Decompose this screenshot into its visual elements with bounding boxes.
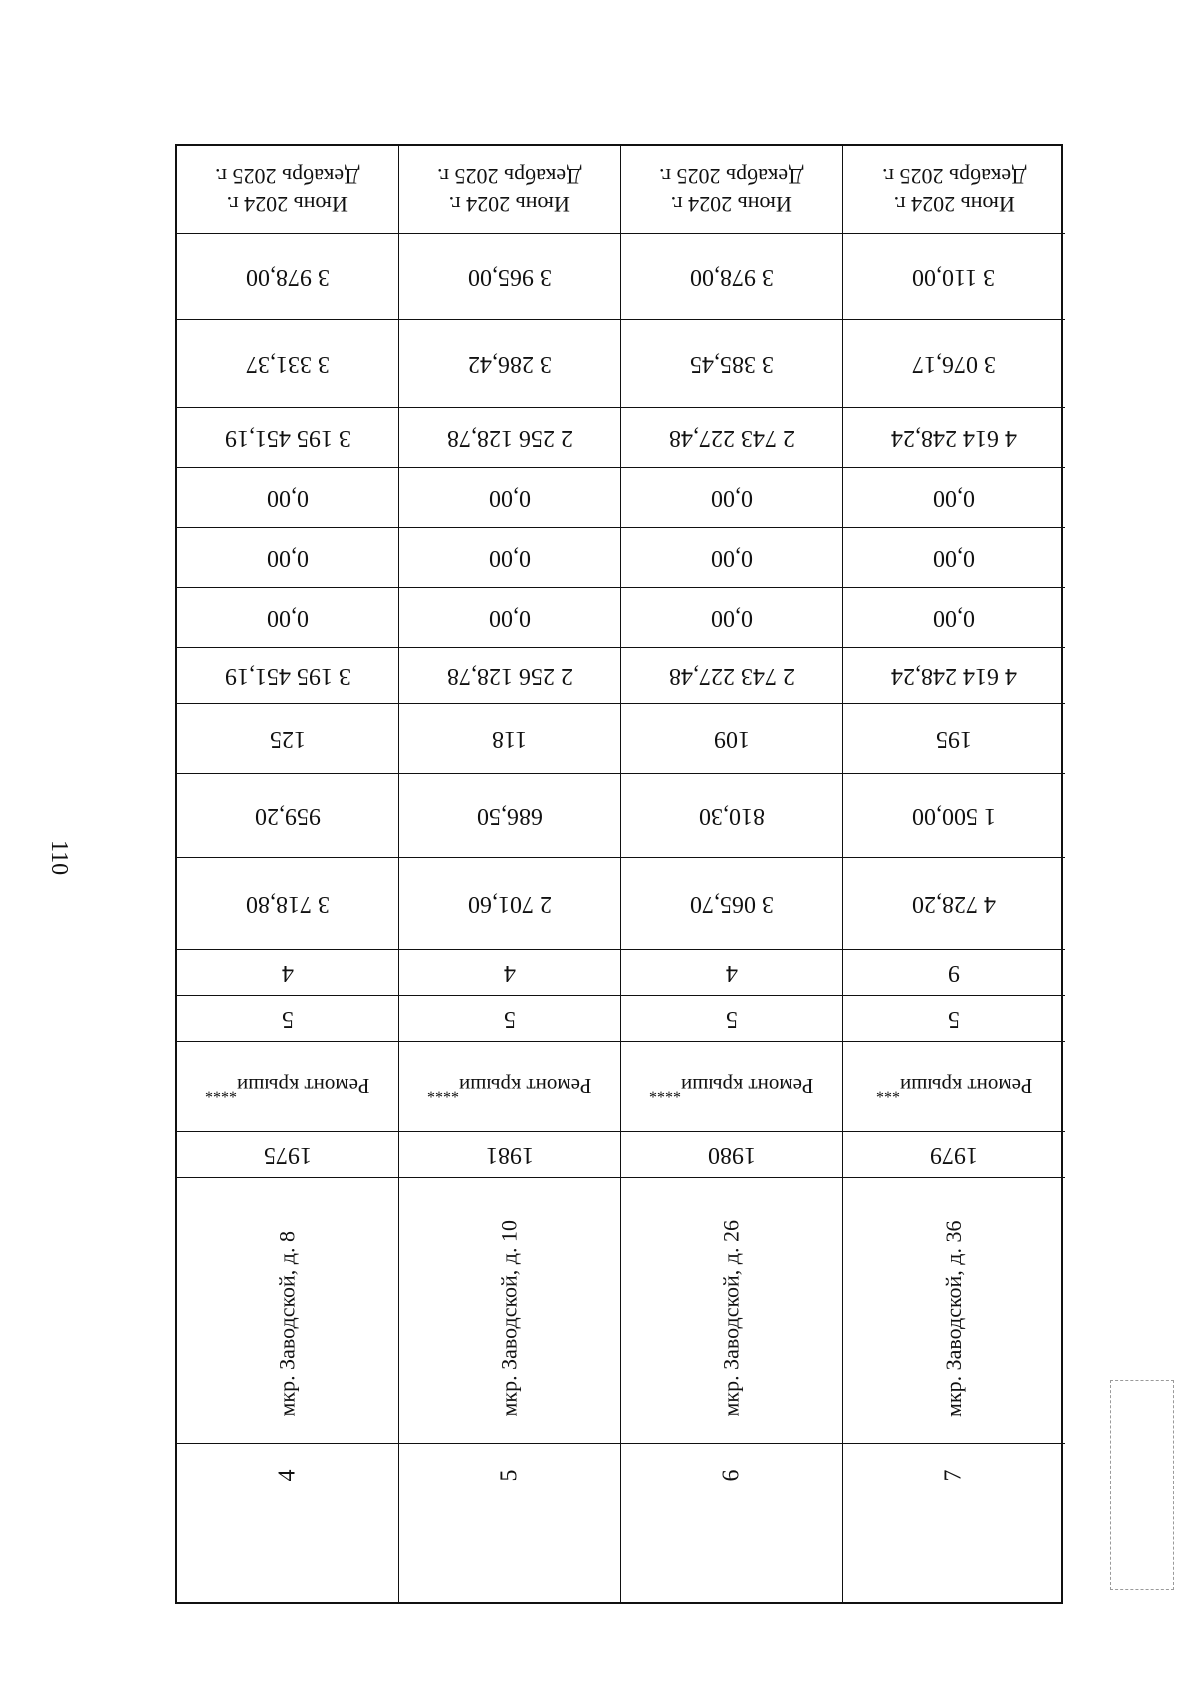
area2-value: 1 500,00 xyxy=(912,803,996,829)
cell-col5 xyxy=(177,996,398,1042)
zero1-value: 0,00 xyxy=(933,605,975,631)
cell-row-index xyxy=(177,1444,398,1506)
zero3-value: 0,00 xyxy=(488,485,531,511)
cell-row-index xyxy=(399,1444,620,1506)
cell-year xyxy=(177,1132,398,1178)
cell-col5 xyxy=(621,996,842,1042)
row-index-text: 6 xyxy=(718,1469,744,1481)
cell-area xyxy=(621,858,842,950)
area2-value: 686,50 xyxy=(476,803,543,829)
cell-zero3 xyxy=(843,468,1065,528)
cell-row-index xyxy=(843,1444,1065,1506)
cost-limit-value: 3 978,00 xyxy=(689,264,774,290)
cell-period xyxy=(843,146,1065,234)
cell-total2 xyxy=(399,408,620,468)
cost-unit-value: 3 385,45 xyxy=(689,351,774,377)
cell-work-type xyxy=(177,1042,398,1132)
cell-address xyxy=(399,1178,620,1444)
cell-zero2 xyxy=(621,528,842,588)
cell-total xyxy=(177,648,398,704)
zero3-value: 0,00 xyxy=(933,485,975,511)
period-end: Декабрь 2025 г. xyxy=(659,163,804,189)
cell-address xyxy=(843,1178,1065,1444)
total-value: 4 614 248,24 xyxy=(891,663,1017,689)
capital-repair-table xyxy=(175,144,1063,1604)
cost-unit-value: 3 286,42 xyxy=(467,351,552,377)
total2-value: 2 743 227,48 xyxy=(668,425,795,451)
cell-area2 xyxy=(399,774,620,858)
cell-year xyxy=(399,1132,620,1178)
period-start: Июнь 2024 г. xyxy=(448,191,571,217)
cell-zero2 xyxy=(843,528,1065,588)
period-start: Июнь 2024 г. xyxy=(226,191,349,217)
zero2-value: 0,00 xyxy=(488,545,531,571)
cell-total xyxy=(621,648,842,704)
zero1-value: 0,00 xyxy=(710,605,753,631)
table-row xyxy=(177,146,399,1602)
cell-cost-limit xyxy=(177,234,398,320)
cell-count xyxy=(399,704,620,774)
work-type-text: Ремонт крыши xyxy=(681,1074,814,1098)
period-end: Декабрь 2025 г. xyxy=(881,163,1027,189)
total-value: 2 256 128,78 xyxy=(446,663,573,689)
cell-area2 xyxy=(621,774,842,858)
area-value: 3 718,80 xyxy=(245,891,330,917)
cell-total2 xyxy=(843,408,1065,468)
year-value: 1979 xyxy=(930,1142,978,1168)
total2-value: 2 256 128,78 xyxy=(446,425,573,451)
cost-unit-value: 3 331,37 xyxy=(245,351,330,377)
col5-value: 5 xyxy=(503,1006,516,1032)
area2-value: 959,20 xyxy=(254,803,321,829)
cell-work-type xyxy=(843,1042,1065,1132)
cell-area2 xyxy=(843,774,1065,858)
address-text: мкр. Заводской, д. 8 xyxy=(274,1231,300,1417)
work-type-text: Ремонт крыши xyxy=(459,1074,592,1098)
period-start: Июнь 2024 г. xyxy=(670,191,793,217)
cell-cost-unit xyxy=(177,320,398,408)
cell-zero3 xyxy=(621,468,842,528)
table-row xyxy=(843,146,1065,1602)
cost-limit-value: 3 965,00 xyxy=(467,264,552,290)
year-value: 1975 xyxy=(263,1142,312,1168)
cell-zero1 xyxy=(399,588,620,648)
page-number: 110 xyxy=(46,840,72,876)
cell-zero3 xyxy=(177,468,398,528)
cell-col4 xyxy=(177,950,398,996)
count-value: 195 xyxy=(936,726,972,752)
zero2-value: 0,00 xyxy=(933,545,975,571)
zero3-value: 0,00 xyxy=(266,485,309,511)
cell-cost-unit xyxy=(621,320,842,408)
col4-value: 4 xyxy=(503,960,516,986)
area2-value: 810,30 xyxy=(698,803,765,829)
cell-total xyxy=(843,648,1065,704)
cell-col4 xyxy=(621,950,842,996)
cell-area xyxy=(177,858,398,950)
zero1-value: 0,00 xyxy=(266,605,309,631)
cell-work-type xyxy=(621,1042,842,1132)
cost-limit-value: 3 978,00 xyxy=(245,264,330,290)
cell-col5 xyxy=(399,996,620,1042)
cell-total xyxy=(399,648,620,704)
zero1-value: 0,00 xyxy=(488,605,531,631)
work-footnote-mark: **** xyxy=(205,1083,238,1100)
cell-work-type xyxy=(399,1042,620,1132)
total2-value: 4 614 248,24 xyxy=(891,425,1017,451)
cell-cost-unit xyxy=(399,320,620,408)
col5-value: 5 xyxy=(948,1006,960,1032)
cell-zero2 xyxy=(399,528,620,588)
count-value: 109 xyxy=(713,726,750,752)
cell-year xyxy=(621,1132,842,1178)
cell-cost-limit xyxy=(399,234,620,320)
work-type-text: Ремонт крыши xyxy=(899,1074,1033,1098)
cell-year xyxy=(843,1132,1065,1178)
cost-limit-value: 3 110,00 xyxy=(912,264,996,290)
cell-zero2 xyxy=(177,528,398,588)
period-end: Декабрь 2025 г. xyxy=(437,163,582,189)
table-row xyxy=(621,146,843,1602)
cell-zero3 xyxy=(399,468,620,528)
total-value: 2 743 227,48 xyxy=(668,663,795,689)
cell-address xyxy=(177,1178,398,1444)
row-index-text: 4 xyxy=(274,1469,300,1481)
cell-zero1 xyxy=(621,588,842,648)
total-value: 3 195 451,19 xyxy=(224,663,351,689)
work-footnote-mark: **** xyxy=(649,1083,682,1100)
work-footnote-mark: **** xyxy=(427,1083,460,1100)
count-value: 118 xyxy=(491,726,528,752)
period-start: Июнь 2024 г. xyxy=(893,191,1015,217)
period-end: Декабрь 2025 г. xyxy=(215,163,360,189)
cell-col5 xyxy=(843,996,1065,1042)
area-value: 2 701,60 xyxy=(467,891,552,917)
cell-zero1 xyxy=(177,588,398,648)
cell-col4 xyxy=(843,950,1065,996)
row-index-text: 7 xyxy=(940,1469,967,1481)
cell-total2 xyxy=(621,408,842,468)
cell-cost-limit xyxy=(621,234,842,320)
cell-period xyxy=(399,146,620,234)
cell-cost-limit xyxy=(843,234,1065,320)
total2-value: 3 195 451,19 xyxy=(224,425,351,451)
zero3-value: 0,00 xyxy=(710,485,753,511)
col5-value: 5 xyxy=(725,1006,738,1032)
cell-zero1 xyxy=(843,588,1065,648)
area-value: 3 065,70 xyxy=(689,891,774,917)
cell-period xyxy=(621,146,842,234)
cell-area2 xyxy=(177,774,398,858)
address-text: мкр. Заводской, д. 10 xyxy=(496,1220,522,1417)
cell-count xyxy=(177,704,398,774)
area-value: 4 728,20 xyxy=(912,891,996,917)
cell-count xyxy=(621,704,842,774)
zero2-value: 0,00 xyxy=(710,545,753,571)
cell-cost-unit xyxy=(843,320,1065,408)
cell-address xyxy=(621,1178,842,1444)
work-footnote-mark: *** xyxy=(875,1083,900,1100)
row-index-text: 5 xyxy=(496,1469,522,1481)
table-row xyxy=(399,146,621,1602)
cell-row-index xyxy=(621,1444,842,1506)
cell-col4 xyxy=(399,950,620,996)
col4-value: 4 xyxy=(281,960,294,986)
address-text: мкр. Заводской, д. 36 xyxy=(941,1220,966,1417)
count-value: 125 xyxy=(269,726,306,752)
cell-area xyxy=(399,858,620,950)
year-value: 1981 xyxy=(485,1142,534,1168)
cell-period xyxy=(177,146,398,234)
year-value: 1980 xyxy=(707,1142,756,1168)
address-text: мкр. Заводской, д. 26 xyxy=(718,1220,744,1417)
cell-count xyxy=(843,704,1065,774)
cell-total2 xyxy=(177,408,398,468)
certification-stamp xyxy=(1110,1380,1174,1590)
cell-area xyxy=(843,858,1065,950)
col4-value: 9 xyxy=(948,960,960,986)
col5-value: 5 xyxy=(281,1006,294,1032)
work-type-text: Ремонт крыши xyxy=(237,1074,370,1098)
zero2-value: 0,00 xyxy=(266,545,309,571)
cost-unit-value: 3 076,17 xyxy=(912,351,996,377)
col4-value: 4 xyxy=(725,960,738,986)
